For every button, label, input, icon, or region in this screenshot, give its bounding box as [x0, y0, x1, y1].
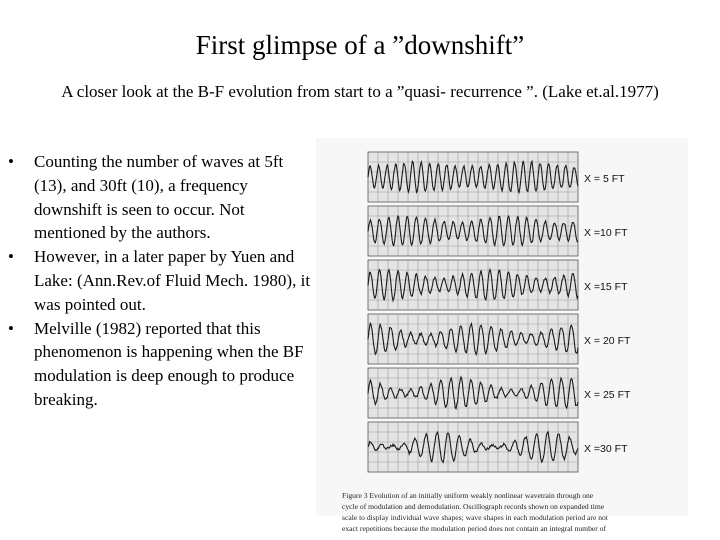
panel-label: X =30 FT — [584, 443, 628, 455]
bullet-icon: • — [8, 318, 14, 338]
figure-caption-line: scale to display individual wave shapes; wave shapes in each modulation period are not — [342, 513, 608, 522]
bullet-text: However, in a later paper by Yuen and Lake: (Ann.Rev.of Fluid Mech. 1980), it was pointed out. — [34, 247, 311, 314]
panel-label: X =10 FT — [584, 227, 628, 239]
bullet-text: Counting the number of waves at 5ft (13), and 30ft (10), a frequency downshift is seen to occur. Not mentioned by the authors. — [34, 152, 284, 243]
panel-label: X = 5 FT — [584, 173, 625, 185]
bullet-icon: • — [8, 152, 14, 171]
figure-caption-line: exact repetitions because the modulation period does not contain an integral number of — [342, 524, 607, 533]
bullet-item — [8, 245, 313, 316]
bullet-icon: • — [8, 247, 14, 267]
slide-subtitle: A closer look at the B-F evolution from start to a ”quasi- recurrence ”. (Lake et.al.1977) — [61, 82, 659, 101]
bullet-item — [8, 317, 313, 412]
panel-label: X = 20 FT — [584, 335, 631, 347]
figure-caption-line: Figure 3 Evolution of an initially uniform weakly nonlinear wavetrain through one — [342, 491, 594, 500]
panel-label: X =15 FT — [584, 281, 628, 293]
bullet-text: Melville (1982) reported that this phenomenon is happening when the BF modulation is deep enough to produce breaking. — [34, 318, 304, 409]
panel-grid — [368, 206, 578, 256]
figure-caption-line: cycle of modulation and demodulation. Oscillograph records shown on expanded time — [342, 502, 605, 511]
panel-grid — [368, 260, 578, 310]
bullet-item — [8, 150, 313, 245]
bullet-list — [8, 150, 313, 412]
slide-title: First glimpse of a ”downshift” — [195, 30, 525, 60]
panel-grid — [368, 368, 578, 418]
panel-grid — [368, 314, 578, 364]
panel-label: X = 25 FT — [584, 389, 631, 401]
oscillograph-figure — [316, 138, 688, 533]
